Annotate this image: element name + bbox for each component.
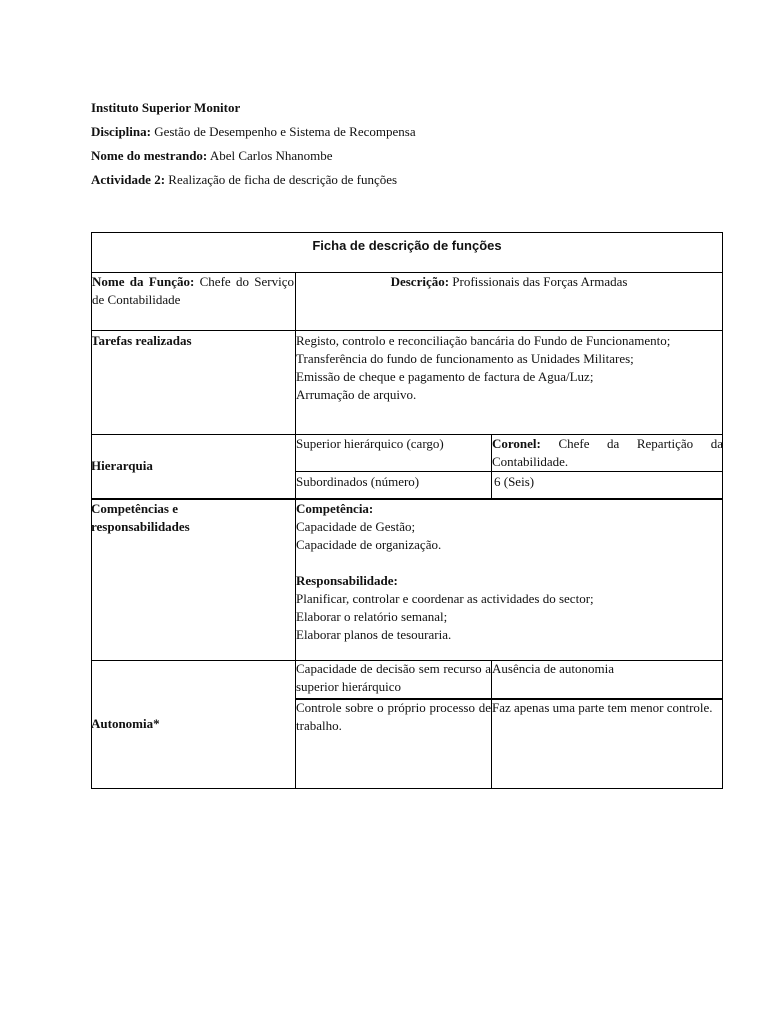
control-label: Controle sobre o próprio processo de trabalho. [296,700,491,733]
job-description-table [91,232,723,788]
table-border-bottom [91,788,723,789]
table-title [91,237,723,255]
activity-line [91,172,731,188]
superior-label: Superior hierárquico (cargo) [296,436,444,451]
discipline-value: Gestão de Desempenho e Sistema de Recompensa [154,124,416,139]
control-value-cell [492,699,723,717]
responsibility-item: Elaborar planos de tesouraria. [296,627,452,642]
hierarchy-label-cell [91,457,295,475]
subordinates-value-cell [494,473,722,491]
student-line [91,148,731,164]
description-label: Descrição: [390,274,450,289]
competence-item: Capacidade de organização. [296,537,442,552]
column-divider [491,660,492,789]
task-item: Emissão de cheque e pagamento de factura de Agua/Luz; [296,369,594,384]
responsibility-item: Elaborar o relatório semanal; [296,609,448,624]
task-item: Arrumação de arquivo. [296,387,417,402]
activity-value: Realização de ficha de descrição de funções [168,172,398,187]
discipline-label: Disciplina: [91,124,151,139]
competence-item: Capacidade de Gestão; [296,519,416,534]
function-name-cell [91,273,295,309]
tasks-label: Tarefas realizadas [91,333,192,348]
superior-label-cell [296,435,490,453]
row-divider [295,471,723,472]
function-name-label: Nome da Função: [92,274,195,289]
student-value: Abel Carlos Nhanombe [209,148,333,163]
responsibility-heading: Responsabilidade: [296,573,398,588]
subordinates-label: Subordinados (número) [296,474,420,489]
hierarchy-label: Hierarquia [91,458,153,473]
activity-label: Actividade 2: [91,172,166,187]
description-cell [296,273,722,291]
autonomy-label: Autonomia* [91,716,160,731]
decision-label-cell [296,660,491,696]
superior-value: Chefe da Repartição da Contabilidade. [492,436,723,469]
control-label-cell [296,699,491,735]
superior-value-label: Coronel: [492,436,541,451]
competence-heading: Competência: [296,501,374,516]
tasks-list [296,332,723,404]
description-value: Profissionais das Forças Armadas [452,274,628,289]
subordinates-label-cell [296,473,490,491]
spacer [296,554,723,572]
autonomy-label-cell [91,715,295,733]
table-border-top [91,232,723,233]
function-name-value: Chefe do Serviço de Contabilidade [92,274,294,307]
competences-label-cell [91,500,271,536]
task-item: Transferência do fundo de funcionamento as Unidades Militares; [296,351,634,366]
row-divider [91,330,723,331]
subordinates-value: 6 (Seis) [494,474,535,489]
decision-value: Ausência de autonomia [492,661,615,676]
discipline-line [91,124,731,140]
competences-content [296,500,723,644]
tasks-label-cell [91,332,295,350]
student-label: Nome do mestrando: [91,148,208,163]
table-title-text: Ficha de descrição de funções [312,238,502,253]
decision-value-cell [492,660,723,678]
decision-label: Capacidade de decisão sem recurso a superior hierárquico [296,661,491,694]
competences-label: Competências e responsabilidades [91,501,190,534]
task-item: Registo, controlo e reconciliação bancária do Fundo de Funcionamento; [296,333,671,348]
institute-name: Instituto Superior Monitor [91,100,241,115]
superior-value-cell [492,435,723,471]
control-value: Faz apenas uma parte tem menor controle. [492,700,713,715]
institute-line [91,100,731,116]
document-header [91,100,731,196]
responsibility-item: Planificar, controlar e coordenar as actividades do sector; [296,591,594,606]
